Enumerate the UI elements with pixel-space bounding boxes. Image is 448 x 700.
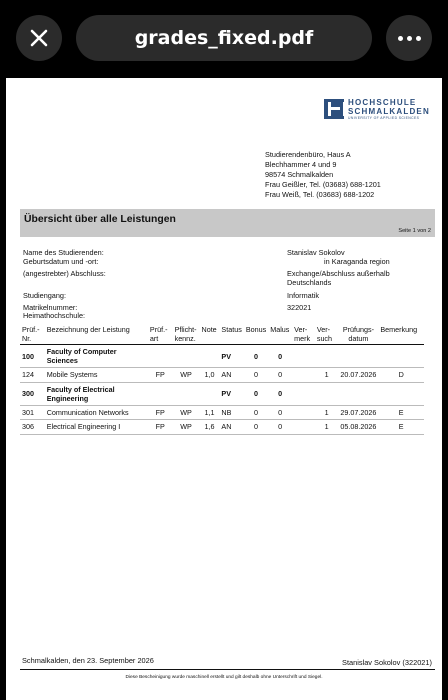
cell-datum: 29.07.2026 [340, 407, 377, 417]
cell-datum: 20.07.2026 [340, 370, 377, 380]
cell-name: Communication Networks [46, 407, 129, 417]
birth-label: Geburtsdatum und -ort: [23, 257, 99, 266]
cell-versuch [315, 345, 339, 368]
document-title: grades_fixed.pdf [76, 15, 372, 61]
cell-versuch: 1 [324, 422, 329, 432]
name-label: Name des Studierenden: [23, 248, 104, 257]
address-line: 98574 Schmalkalden [265, 170, 334, 179]
cell-versuch: 1 [324, 407, 329, 417]
degree-value-line1: Exchange/Abschluss außerhalb [287, 269, 390, 278]
cell-name: Electrical Engineering I [46, 422, 121, 432]
cell-bemerkung: E [398, 422, 404, 432]
birth-value: in Karaganda region [324, 257, 390, 266]
cell-status: PV [221, 389, 232, 398]
cell-vermerk [292, 382, 315, 405]
col-header-pflicht: Pflicht- kennz. [174, 325, 197, 343]
cell-art [148, 382, 173, 405]
table-row [20, 382, 424, 405]
more-icon-dot [416, 36, 421, 41]
col-header-datum: Prüfungs- datum [342, 325, 374, 343]
cell-datum [338, 382, 378, 405]
cell-bonus: 0 [254, 389, 258, 398]
cell-bemerkung: D [398, 370, 404, 380]
cell-name: Faculty of Computer Sciences [46, 347, 117, 365]
name-value: Stanislav Sokolov [287, 248, 345, 257]
place-date: Schmalkalden, den 23. September 2026 [22, 656, 154, 665]
logo-line2: SCHMALKALDEN [348, 107, 430, 116]
cell-bonus: 0 [254, 351, 258, 361]
more-options-button[interactable] [386, 15, 432, 61]
logo-mark-icon [324, 99, 344, 119]
cell-note [200, 345, 220, 368]
cell-nr: 301 [22, 407, 34, 417]
cell-nr: 300 [22, 389, 34, 398]
table-header-row [20, 324, 424, 345]
cell-bonus: 0 [254, 370, 258, 380]
cell-bemerkung [378, 382, 424, 405]
cell-name: Faculty of Electrical Engineering [46, 384, 115, 403]
cell-art: FP [155, 422, 165, 432]
col-header-name: Bezeichnung der Leistung [46, 325, 130, 334]
cell-malus: 0 [278, 407, 283, 417]
more-icon-dot [407, 36, 412, 41]
cell-note: 1,6 [204, 422, 215, 432]
cell-bonus: 0 [254, 407, 258, 417]
degree-value-line2: Deutschlands [287, 278, 332, 287]
cell-versuch: 1 [324, 370, 329, 380]
address-line: Frau Geißler, Tel. (03683) 688-1201 [265, 180, 381, 189]
page-heading: Übersicht über alle Leistungen [24, 214, 176, 225]
program-label: Studiengang: [23, 291, 67, 300]
page-number: Seite 1 von 2 [398, 228, 431, 234]
cell-malus: 0 [278, 351, 283, 361]
cell-bonus: 0 [254, 422, 258, 432]
cell-nr: 306 [22, 422, 34, 432]
cell-malus: 0 [278, 389, 283, 398]
cell-malus: 0 [278, 370, 283, 380]
grades-table-body [20, 345, 424, 435]
col-header-note: Note [201, 325, 217, 334]
address-line: Frau Weiß, Tel. (03683) 688-1202 [265, 190, 375, 199]
viewer-topbar [0, 0, 448, 80]
cell-note [200, 382, 220, 405]
footer-divider [20, 669, 435, 670]
cell-art: FP [155, 370, 165, 380]
cell-nr: 124 [22, 370, 34, 380]
logo-line3: UNIVERSITY OF APPLIED SCIENCES [348, 116, 420, 120]
cell-pflicht: WP [180, 422, 192, 432]
cell-vermerk [292, 368, 315, 383]
cell-status: PV [221, 351, 232, 361]
cell-datum [338, 345, 378, 368]
table-row [20, 405, 424, 420]
address-line: Studierendenbüro, Haus A [265, 150, 351, 159]
table-row [20, 368, 424, 383]
cell-vermerk [292, 420, 315, 435]
cell-nr: 100 [22, 351, 34, 361]
cell-malus: 0 [278, 422, 283, 432]
col-header-malus: Malus [270, 325, 290, 334]
cell-vermerk [292, 345, 315, 368]
col-header-versuch: Ver- such [316, 325, 333, 343]
close-icon [29, 28, 49, 48]
cell-vermerk [292, 405, 315, 420]
cell-status: AN [221, 370, 232, 380]
degree-label: (angestrebter) Abschluss: [23, 269, 106, 278]
cell-note: 1,1 [204, 407, 215, 417]
cell-status: NB [221, 407, 232, 417]
cell-bemerkung: E [398, 407, 404, 417]
col-header-nr: Prüf.- Nr. [22, 325, 40, 343]
address-line: Blechhammer 4 und 9 [265, 160, 337, 169]
table-row [20, 420, 424, 435]
cell-name: Mobile Systems [46, 370, 98, 380]
cell-pflicht [173, 382, 200, 405]
col-header-bonus: Bonus [245, 325, 267, 334]
home-university-label: Heimathochschule: [23, 311, 86, 320]
col-header-status: Status [221, 325, 242, 334]
pdf-page [6, 78, 442, 700]
cell-versuch [315, 382, 339, 405]
matrikel-value: 322021 [287, 303, 312, 312]
matrikel-label: Matrikelnummer: [23, 303, 78, 312]
more-icon [398, 36, 403, 41]
cell-bemerkung [378, 345, 424, 368]
cell-pflicht: WP [180, 370, 192, 380]
program-value: Informatik [287, 291, 320, 300]
col-header-vermerk: Ver- merk [294, 325, 311, 343]
cell-art: FP [155, 407, 165, 417]
logo-line1: HOCHSCHULE [348, 98, 417, 107]
table-row [20, 345, 424, 368]
logo-text [348, 98, 430, 120]
cell-art [148, 345, 173, 368]
close-button[interactable] [16, 15, 62, 61]
col-header-bemerkung: Bemerkung [380, 325, 418, 334]
grades-table [20, 324, 424, 435]
heading-bar [20, 209, 435, 237]
office-address [265, 150, 381, 200]
footer-note: Diese Bescheinigung wurde maschinell erstellt und gilt deshalb ohne Unterschrift und Siegel. [125, 675, 323, 680]
cell-datum: 05.08.2026 [340, 422, 377, 432]
cell-status: AN [221, 422, 232, 432]
signature-name: Stanislav Sokolov (322021) [342, 658, 432, 667]
cell-pflicht [173, 345, 200, 368]
cell-pflicht: WP [180, 407, 192, 417]
cell-note: 1,0 [204, 370, 215, 380]
col-header-art: Prüf.- art [149, 325, 168, 343]
university-logo [324, 98, 430, 120]
